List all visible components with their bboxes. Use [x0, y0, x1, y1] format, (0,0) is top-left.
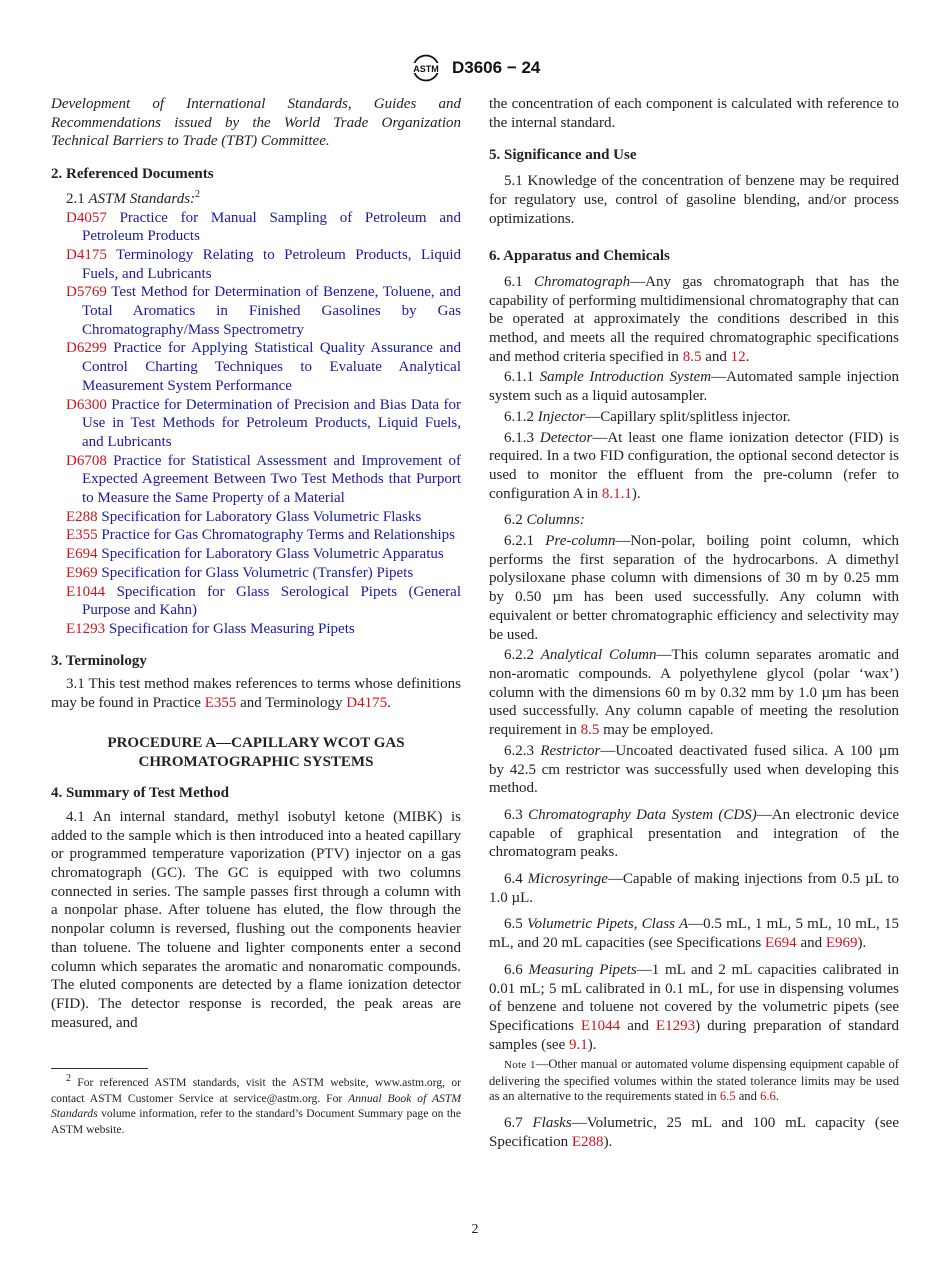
section-4-heading: 4. Summary of Test Method [51, 785, 229, 802]
section-3-heading: 3. Terminology [51, 652, 147, 669]
astm-logo-icon [407, 54, 445, 82]
link-e288[interactable]: E288 [571, 1133, 604, 1150]
left-column [51, 95, 461, 1137]
section-6-2-1: 6.2.1 Pre-column—Non-polar, boiling point column, which performs the first separation of the hydrocarbons. A dimethyl polysiloxane phase column with dimensions of 30 m by 0.25 mm by 0.50 µm has been used successfully. Any column with equivalent or better chromatographic efficiency and selectivity may be used. [489, 533, 900, 643]
page-number: 2 [471, 1222, 479, 1237]
footnote-rule [51, 1068, 148, 1069]
note-1: Note 1—Other manual or automated volume dispensing equipment capable of delivering the specified volumes within the stated tolerance limits may be used as an alternative to the requirements stated in 6.5 and 6.6. [489, 1057, 899, 1104]
link-6-6[interactable]: 6.6 [760, 1089, 776, 1104]
link-e355[interactable]: E355 [204, 695, 237, 712]
reference-item[interactable]: D5769 Test Method for Determination of Benzene, Toluene, and Total Aromatics in Finished Gasolines by Gas Chromatography/Mass Spectrometry [66, 284, 461, 338]
link-12[interactable]: 12 [730, 348, 746, 365]
link-8-5[interactable]: 8.5 [682, 348, 702, 365]
section-6-3: 6.3 Chromatography Data System (CDS)—An electronic device capable of graphical presentation and integration of the chromatogram peaks. [489, 806, 899, 861]
link-9-1[interactable]: 9.1 [568, 1036, 588, 1053]
right-column [489, 95, 899, 1151]
procedure-a-heading-line1: PROCEDURE A—CAPILLARY WCOT GAS [107, 734, 405, 751]
section-6-6: 6.6 Measuring Pipets—1 mL and 2 mL capacities calibrated in 0.01 mL; 5 mL calibrated in 0.1 mL, for use in dispensing volumes of benzene and toluene not covered by the volumetric pipets (see Specifications E1044 and E1293) during preparation of standard samples (see 9.1). [489, 961, 899, 1053]
section-2-1: 2.1 ASTM Standards:$^2$ [66, 188, 201, 207]
section-6-2-3: 6.2.3 Restrictor—Uncoated deactivated fused silica. A 100 µm by 42.5 cm restrictor was successfully used when developing this method. [489, 742, 899, 797]
reference-item[interactable]: E288 Specification for Laboratory Glass Volumetric Flasks [66, 508, 422, 525]
svg-text:ASTM: ASTM [413, 64, 439, 74]
link-e969[interactable]: E969 [825, 935, 858, 952]
footnote-2: $^2$ For referenced ASTM standards, visit the ASTM website, www.astm.org, or contact ASTM Customer Service at service@astm.org. For Annual Book of ASTM Standards volume information, refer to the standard’s Document Summary page on the ASTM website. [51, 1073, 461, 1136]
section-6-1: 6.1 Chromatograph—Any gas chromatograph that has the capability of performing multidimensional chromatography that can be operated at approximately the conditions described in this method, and meets all the required chromatographic specifications and method criteria specified in 8.5 and 12. [489, 273, 899, 365]
section-6-5: 6.5 Volumetric Pipets, Class A—0.5 mL, 1 mL, 5 mL, 10 mL, 15 mL, and 20 mL capacities (see Specifications E694 and E969). [489, 916, 900, 952]
section-6-1-3: 6.1.3 Detector—At least one flame ionization detector (FID) is required. In a two FID configuration, the optional second detector is used to monitor the effluent from the pre-column (refer to configuration A in 8.1.1). [489, 429, 900, 502]
reference-item[interactable]: E694 Specification for Laboratory Glass Volumetric Apparatus [66, 546, 444, 563]
page-header [0, 54, 950, 84]
link-8-5[interactable]: 8.5 [580, 722, 600, 739]
standard-designation: D3606 − 24 [452, 58, 541, 77]
section-5-heading: 5. Significance and Use [489, 147, 637, 164]
section-6-heading: 6. Apparatus and Chemicals [489, 248, 670, 265]
section-6-7: 6.7 Flasks—Volumetric, 25 mL and 100 mL capacity (see Specification E288). [489, 1114, 899, 1150]
link-e1044[interactable]: E1044 [581, 1017, 621, 1034]
section-4-1: 4.1 An internal standard, methyl isobutyl ketone (MIBK) is added to the sample which is then introduced into a heated capillary or programmed temperature vaporization (PTV) injector on a gas chromatograph (GC). The GC is equipped with two columns connected in series. The sample passes first through a column with a nonpolar phase. After toluene has eluted, the flow through the nonpolar column is reversed, flushing out the components heavier than toluene. The toluene and lighter components enter a second column which separates the aromatic and nonaromatic compounds. The eluted components are detected by a flame ionization detector (FID). The detector response is recorded, the peak areas are measured, and [51, 808, 461, 1031]
link-8-1-1[interactable]: 8.1.1 [601, 485, 632, 502]
procedure-a-heading-line2: CHROMATOGRAPHIC SYSTEMS [138, 753, 374, 770]
section-6-4: 6.4 Microsyringe—Capable of making injections from 0.5 µL to 1.0 µL. [489, 871, 900, 906]
reference-item[interactable]: D4057 Practice for Manual Sampling of Petroleum and Petroleum Products [66, 209, 461, 245]
link-d4175[interactable]: D4175 [346, 695, 388, 712]
reference-item[interactable]: E355 Practice for Gas Chromatography Terms and Relationships [66, 527, 456, 544]
reference-item[interactable]: D6300 Practice for Determination of Precision and Bias Data for Use in Test Methods for Petroleum Products, Liquid Fuels, and Lubricants [66, 396, 462, 450]
section-6-1-2: 6.1.2 Injector—Capillary split/splitless injector. [504, 408, 791, 425]
reference-list [51, 209, 461, 639]
section-6-1-1: 6.1.1 Sample Introduction System—Automated sample injection system such as a liquid autosampler. [489, 369, 899, 405]
section-6-2-2: 6.2.2 Analytical Column—This column separates aromatic and non-aromatic compounds. A polyethylene glycol (polar ‘wax’) column with the dimensions 60 m by 0.32 mm by 1.0 µm has been used successfully. Any column capable of meeting the resolution requirement in 8.5 may be employed. [489, 647, 900, 739]
reference-item[interactable]: E969 Specification for Glass Volumetric (Transfer) Pipets [66, 564, 414, 581]
link-e1293[interactable]: E1293 [655, 1017, 696, 1034]
reference-item[interactable]: D4175 Terminology Relating to Petroleum Products, Liquid Fuels, and Lubricants [66, 246, 461, 282]
section-5-1: 5.1 Knowledge of the concentration of benzene may be required for regulatory use, control of gasoline blending, and/or process optimizations. [489, 173, 899, 227]
reference-item[interactable]: D6708 Practice for Statistical Assessment and Improvement of Expected Agreement Between Two Test Methods that Purport to Measure the Same Property of a Material [66, 452, 462, 507]
link-6-5[interactable]: 6.5 [719, 1089, 736, 1104]
section-6-2: 6.2 Columns: [504, 512, 585, 529]
section-3-1: 3.1 This test method makes references to terms whose definitions may be found in Practice E355 and Terminology D4175. [51, 676, 461, 712]
reference-item[interactable]: E1044 Specification for Glass Serological Pipets (General Purpose and Kahn) [66, 583, 461, 619]
continued-paragraph: the concentration of each component is calculated with reference to the internal standard. [489, 96, 899, 131]
reference-item[interactable]: D6299 Practice for Applying Statistical Quality Assurance and Control Charting Techniques to Evaluate Analytical Measurement System Performance [66, 340, 461, 394]
section-2-heading: 2. Referenced Documents [51, 166, 214, 183]
reference-item[interactable]: E1293 Specification for Glass Measuring Pipets [66, 620, 355, 637]
intro-paragraph: Development of International Standards, Guides and Recommendations issued by the World Trade Organization Technical Barriers to Trade (TBT) Committee. [51, 96, 461, 150]
link-e694[interactable]: E694 [765, 935, 797, 952]
